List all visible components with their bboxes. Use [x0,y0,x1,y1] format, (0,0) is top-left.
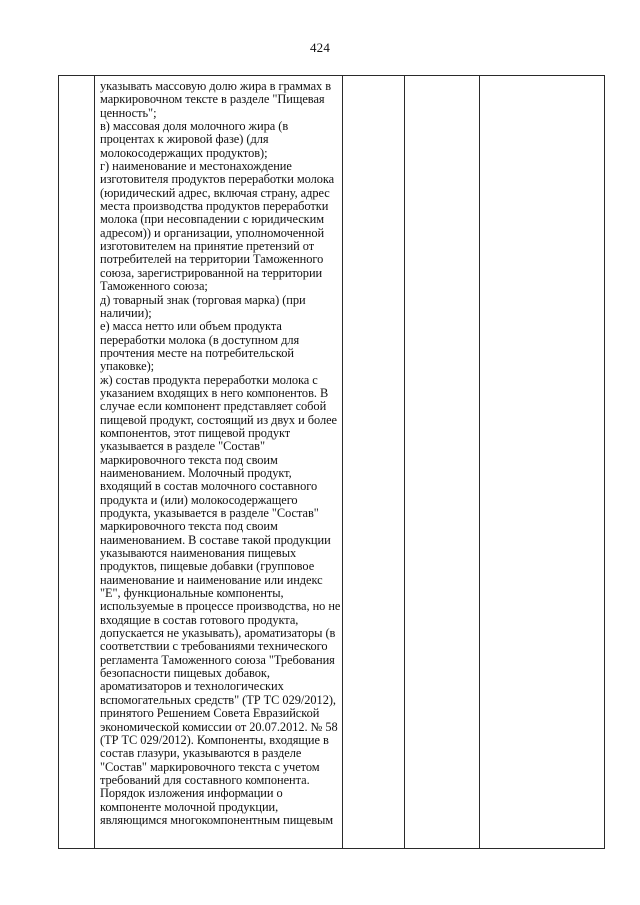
column-divider-3 [404,76,405,848]
page-number: 424 [309,40,331,55]
requirements-text-cell: указывать массовую долю жира в граммах в маркировочном тексте в разделе "Пищевая ценность"; в) массовая доля молочного жира (в процентах к жировой фазе) (для молокосодержащих продуктов); г) наименование и местонахождение изготовителя продуктов переработки молока (юридический адрес, включая страну, адрес места производства продуктов переработки молока (при несовпадении с юридическим адресом)) и организации, уполномоченной изготовителем на принятие претензий от потребителей на территории Таможенного союза, зарегистрированной на территории Таможенного союза; д) товарный знак (торговая марка) (при наличии); е) масса нетто или объем продукта переработки молока (в доступном для прочтения месте на потребительской упаковке); ж) состав продукта переработки молока с указанием входящих в него компонентов. В случае если компонент представляет собой пищевой продукт, состоящий из двух и более компонентов, этот пищевой продукт указывается в разделе "Состав" маркировочного текста под своим наименованием. Молочный продукт, входящий в состав молочного составного продукта и (или) молокосодержащего продукта, указывается в разделе "Состав" маркировочного текста под своим наименованием. В составе такой продукции указываются наименования пищевых продуктов, пищевые добавки (групповое наименование и наименование или индекс "Е", функциональные компоненты, используемые в процессе производства, но не входящие в состав готового продукта, допускается не указывать), ароматизаторы (в соответствии с требованиями технического регламента Таможенного союза "Требования безопасности пищевых добавок, ароматизаторов и технологических вспомогательных средств" (ТР ТС 029/2012), принятого Решением Совета Евразийской экономической комиссии от 20.07.2012. № 58 (ТР ТС 029/2012). Компоненты, входящие в состав глазури, указываются в разделе "Состав" маркировочного текста с учетом требований для составного компонента. Порядок изложения информации о компоненте молочной продукции, являющимся многокомпонентным пищевым [100,79,341,827]
column-divider-1 [94,76,95,848]
document-table [58,75,605,849]
column-divider-4 [479,76,480,848]
column-divider-2 [342,76,343,848]
